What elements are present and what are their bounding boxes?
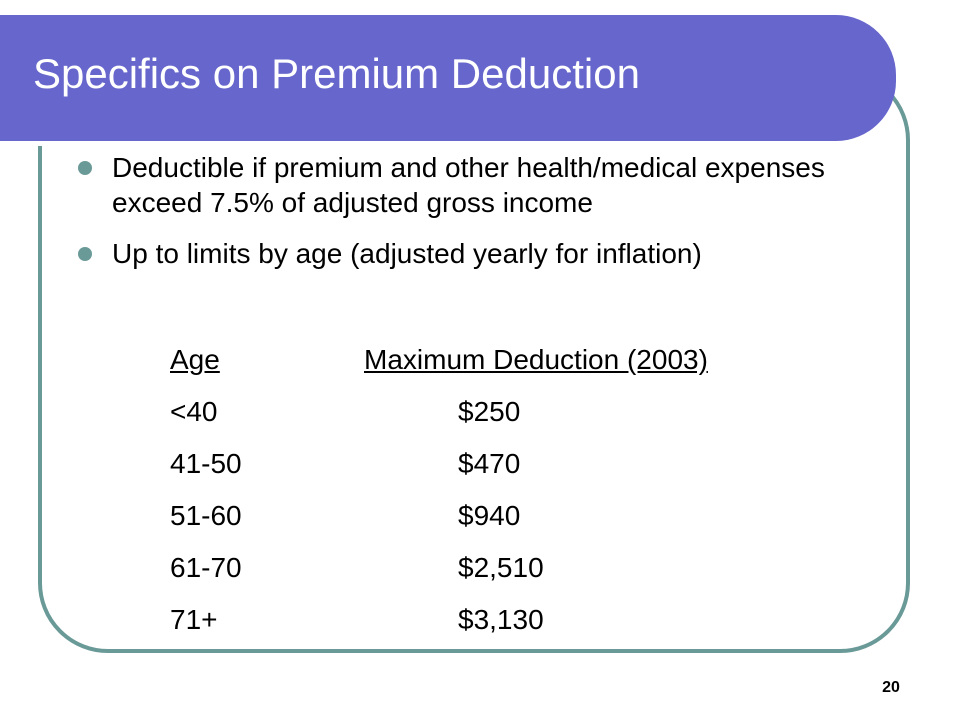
header-age: Age <box>170 344 220 375</box>
cell-age: <40 <box>170 396 218 427</box>
slide-title: Specifics on Premium Deduction <box>33 50 640 97</box>
bullet-dot-icon <box>78 161 92 175</box>
table-header-row <box>170 334 708 386</box>
table-row <box>170 594 708 646</box>
deduction-table <box>170 334 708 646</box>
page-number: 20 <box>882 679 900 696</box>
cell-max-deduction: $250 <box>458 396 521 427</box>
bullet-item-deductible <box>78 150 898 220</box>
bullet-list <box>78 150 898 287</box>
bullet-text: Deductible if premium and other health/medical expenses exceed 7.5% of adjusted gross income <box>112 152 825 218</box>
cell-age: 51-60 <box>170 500 242 531</box>
cell-age: 61-70 <box>170 552 242 583</box>
table-row <box>170 542 708 594</box>
cell-max-deduction: $940 <box>458 500 521 531</box>
cell-age: 71+ <box>170 604 218 635</box>
cell-max-deduction: $2,510 <box>458 552 544 583</box>
bullet-text: Up to limits by age (adjusted yearly for inflation) <box>112 238 702 269</box>
header-max-deduction: Maximum Deduction (2003) <box>364 344 708 375</box>
title-underline <box>0 141 848 146</box>
cell-max-deduction: $470 <box>458 448 521 479</box>
cell-max-deduction: $3,130 <box>458 604 544 635</box>
table-row <box>170 386 708 438</box>
table-row <box>170 490 708 542</box>
bullet-item-limits <box>78 236 898 271</box>
bullet-dot-icon <box>78 247 92 261</box>
cell-age: 41-50 <box>170 448 242 479</box>
table-row <box>170 438 708 490</box>
